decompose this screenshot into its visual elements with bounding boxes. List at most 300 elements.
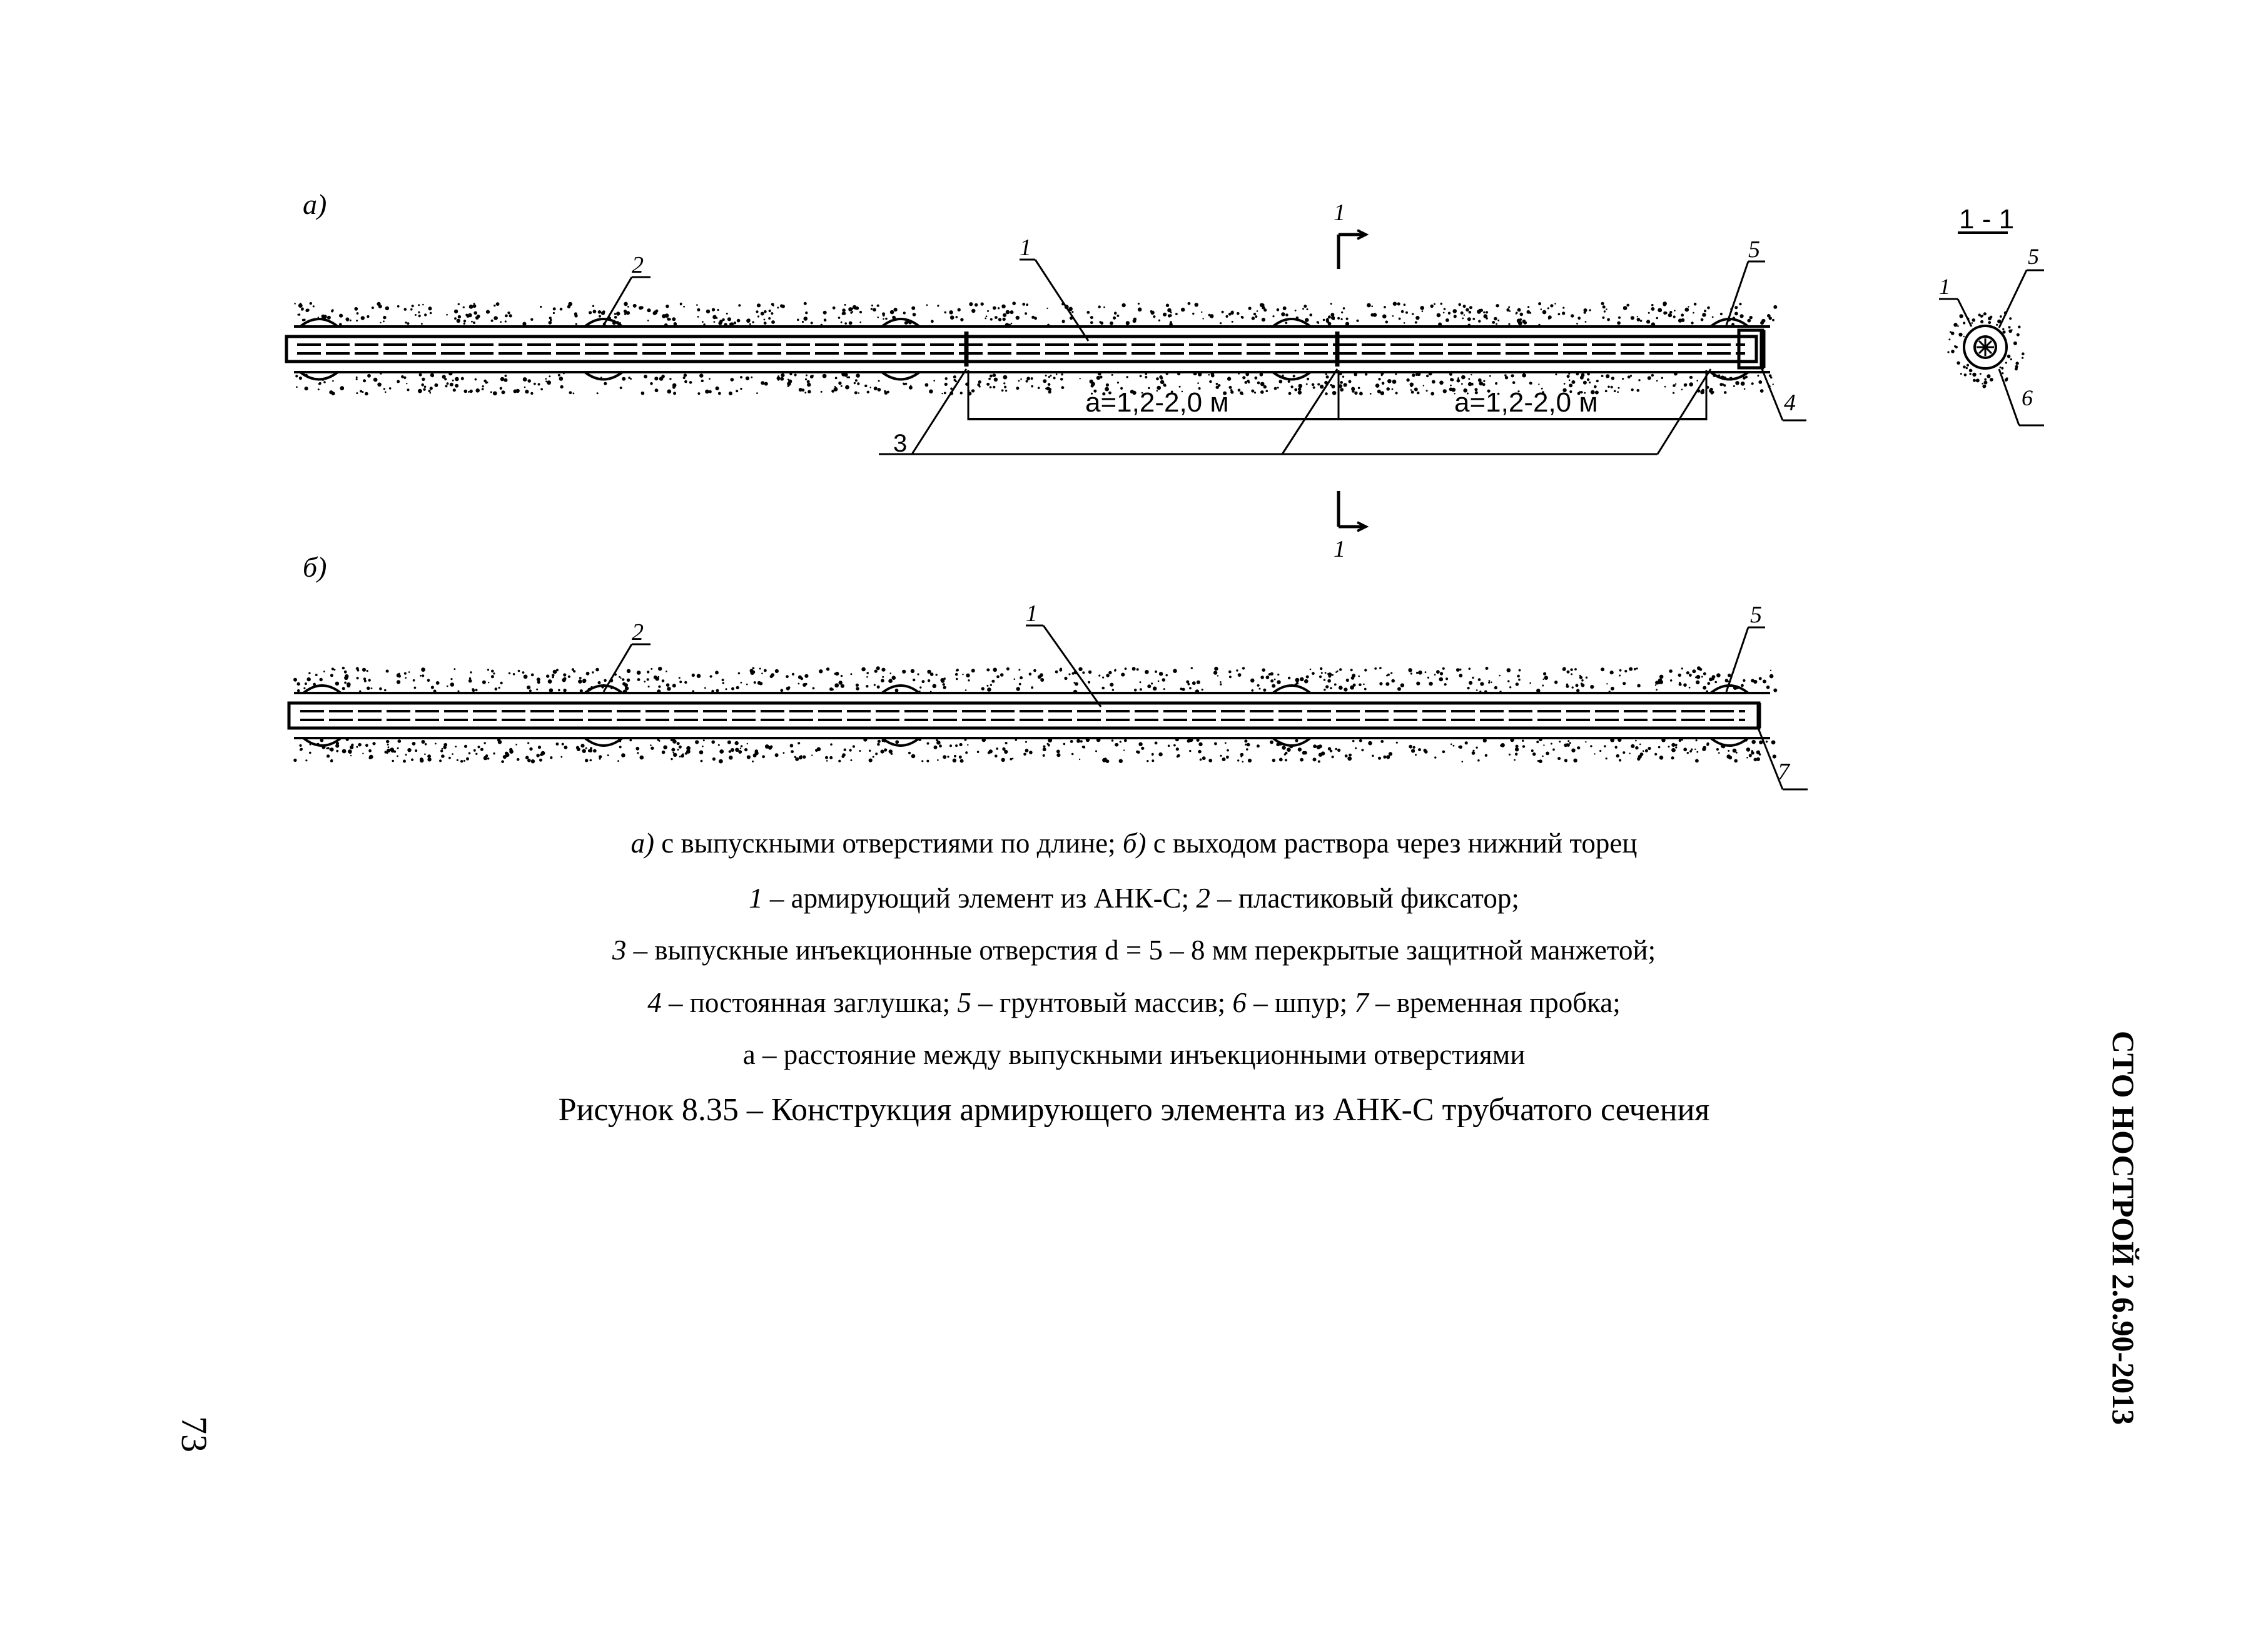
- soil-speck: [504, 378, 508, 382]
- soil-speck: [993, 668, 997, 672]
- soil-speck: [1155, 742, 1158, 745]
- soil-speck: [1668, 746, 1670, 747]
- soil-speck: [1696, 681, 1699, 684]
- soil-speck: [892, 676, 896, 680]
- soil-speck: [834, 386, 836, 387]
- soil-speck: [1090, 316, 1093, 319]
- soil-speck: [859, 321, 861, 323]
- soil-speck: [919, 686, 921, 688]
- soil-speck: [679, 756, 681, 757]
- soil-speck: [575, 323, 577, 325]
- soil-speck: [1499, 675, 1501, 677]
- soil-speck: [800, 755, 802, 757]
- soil-speck: [1479, 382, 1484, 386]
- soil-speck: [1564, 383, 1566, 385]
- soil-speck: [1456, 668, 1460, 672]
- soil-speck: [1681, 313, 1684, 316]
- soil-speck: [731, 748, 734, 752]
- callout-2-a: 2: [632, 252, 644, 278]
- soil-speck: [1648, 747, 1651, 750]
- soil-speck: [293, 759, 296, 762]
- soil-speck: [1696, 380, 1698, 382]
- soil-speck: [926, 760, 929, 762]
- soil-speck: [805, 378, 807, 380]
- soil-speck: [318, 388, 320, 390]
- soil-speck: [491, 675, 494, 678]
- soil-speck: [1488, 682, 1490, 684]
- soil-speck: [1202, 318, 1203, 319]
- legend-num-5: 5: [957, 987, 971, 1018]
- soil-speck: [439, 759, 442, 762]
- soil-speck: [1728, 674, 1731, 677]
- soil-speck: [1238, 389, 1241, 392]
- soil-speck: [524, 675, 528, 679]
- soil-speck: [1277, 308, 1280, 311]
- soil-speck: [1462, 761, 1464, 762]
- soil-speck: [1702, 313, 1706, 316]
- soil-speck: [1480, 682, 1484, 686]
- soil-speck: [971, 389, 975, 392]
- soil-speck: [1304, 305, 1307, 308]
- soil-speck: [1590, 685, 1594, 689]
- soil-speck: [1701, 389, 1704, 392]
- soil-speck: [667, 390, 671, 394]
- soil-speck: [1090, 380, 1093, 383]
- soil-speck: [1329, 675, 1332, 678]
- soil-speck: [1448, 312, 1450, 315]
- soil-speck: [1445, 318, 1449, 322]
- soil-speck: [515, 744, 517, 746]
- soil-speck: [1416, 682, 1420, 686]
- soil-speck: [320, 678, 323, 681]
- soil-speck: [824, 318, 827, 321]
- soil-speck: [749, 323, 751, 325]
- soil-speck: [1461, 375, 1466, 380]
- soil-speck: [644, 681, 645, 682]
- soil-speck: [1443, 389, 1447, 393]
- soil-speck: [1393, 302, 1397, 306]
- soil-speck: [1378, 378, 1380, 380]
- soil-speck: [1155, 671, 1157, 673]
- soil-speck: [482, 385, 484, 387]
- soil-speck: [936, 674, 938, 676]
- soil-speck: [1251, 390, 1254, 393]
- soil-speck: [354, 307, 358, 311]
- soil-speck: [296, 386, 298, 388]
- soil-speck: [1707, 306, 1710, 310]
- soil-speck: [1427, 677, 1429, 679]
- soil-speck: [1695, 759, 1699, 762]
- soil-speck: [672, 752, 674, 754]
- soil-speck: [440, 749, 443, 752]
- soil-speck: [1262, 668, 1265, 672]
- soil-speck: [741, 682, 742, 684]
- soil-speck: [804, 392, 806, 393]
- soil-speck: [726, 313, 728, 315]
- soil-speck: [1976, 378, 1980, 382]
- soil-speck: [1351, 676, 1355, 680]
- soil-speck: [874, 670, 878, 673]
- soil-speck: [1040, 678, 1044, 682]
- soil-speck: [1759, 677, 1762, 680]
- soil-speck: [1707, 682, 1710, 685]
- soil-speck: [797, 742, 800, 744]
- soil-speck: [1383, 756, 1386, 759]
- soil-speck: [1082, 671, 1085, 674]
- soil-speck: [978, 380, 981, 383]
- soil-speck: [1477, 759, 1480, 762]
- soil-speck: [712, 315, 717, 320]
- soil-speck: [1055, 671, 1058, 674]
- soil-speck: [1425, 671, 1427, 673]
- soil-speck: [729, 756, 733, 760]
- soil-speck: [841, 385, 843, 387]
- soil-speck: [1344, 383, 1347, 387]
- soil-speck: [628, 377, 630, 379]
- soil-speck: [1397, 687, 1401, 691]
- soil-speck: [1996, 324, 1998, 326]
- soil-speck: [1000, 673, 1004, 677]
- soil-speck: [1629, 752, 1630, 754]
- soil-speck: [385, 306, 389, 310]
- soil-speck: [1659, 680, 1663, 684]
- soil-speck: [622, 678, 624, 681]
- soil-speck: [944, 392, 946, 395]
- soil-speck: [1237, 759, 1239, 761]
- soil-speck: [356, 377, 358, 378]
- soil-speck: [911, 754, 916, 759]
- soil-speck: [545, 380, 547, 382]
- soil-speck: [569, 391, 572, 394]
- soil-speck: [383, 388, 385, 390]
- soil-speck: [1631, 388, 1634, 391]
- soil-speck: [1450, 385, 1452, 387]
- soil-speck: [1960, 373, 1962, 375]
- soil-speck: [365, 744, 368, 747]
- soil-speck: [806, 375, 807, 377]
- soil-speck: [667, 318, 670, 321]
- soil-speck: [1637, 316, 1638, 317]
- soil-speck: [751, 377, 752, 378]
- soil-speck: [1658, 308, 1662, 312]
- soil-speck: [794, 373, 797, 376]
- soil-speck: [1461, 383, 1463, 385]
- soil-speck: [1454, 315, 1457, 318]
- soil-speck: [697, 308, 700, 311]
- soil-speck: [802, 321, 804, 323]
- soil-speck: [1539, 759, 1542, 763]
- soil-speck: [1100, 376, 1103, 379]
- soil-speck: [1358, 387, 1360, 390]
- soil-speck: [1622, 378, 1624, 380]
- soil-speck: [1379, 667, 1382, 669]
- soil-speck: [1576, 684, 1579, 687]
- soil-speck: [452, 753, 453, 755]
- soil-speck: [1189, 687, 1192, 689]
- soil-speck: [1241, 316, 1243, 318]
- soil-speck: [783, 752, 785, 754]
- soil-speck: [1637, 389, 1640, 392]
- soil-speck: [823, 311, 827, 315]
- soil-speck: [1606, 683, 1607, 684]
- soil-speck: [418, 389, 422, 393]
- soil-speck: [815, 749, 818, 752]
- soil-speck: [1309, 313, 1312, 316]
- soil-speck: [383, 320, 385, 322]
- soil-speck: [673, 753, 677, 757]
- soil-speck: [848, 307, 853, 311]
- soil-speck: [1434, 674, 1436, 676]
- soil-speck: [911, 306, 915, 310]
- soil-speck: [1619, 759, 1621, 761]
- soil-speck: [1412, 373, 1415, 377]
- soil-speck: [1121, 303, 1125, 307]
- soil-speck: [1133, 318, 1137, 321]
- soil-speck: [804, 316, 808, 321]
- soil-speck: [305, 759, 307, 761]
- soil-speck: [422, 304, 424, 306]
- soil-speck: [1483, 311, 1485, 313]
- soil-speck: [735, 741, 739, 745]
- soil-speck: [1173, 744, 1176, 747]
- caption-line-2: [0, 882, 2268, 914]
- soil-speck: [1562, 307, 1564, 309]
- soil-speck: [1063, 743, 1066, 746]
- soil-speck: [518, 670, 520, 672]
- soil-speck: [1453, 745, 1455, 747]
- soil-speck: [1766, 741, 1768, 742]
- soil-speck: [377, 383, 382, 387]
- soil-speck: [841, 684, 844, 688]
- soil-speck: [500, 387, 502, 390]
- soil-speck: [882, 676, 884, 678]
- soil-speck: [431, 686, 434, 689]
- soil-speck: [764, 321, 767, 325]
- soil-speck: [877, 316, 879, 318]
- soil-speck: [831, 390, 834, 393]
- soil-speck: [1332, 756, 1334, 758]
- soil-speck: [1413, 746, 1415, 749]
- soil-speck: [1220, 322, 1222, 324]
- soil-speck: [1623, 306, 1628, 310]
- soil-speck: [811, 754, 813, 756]
- soil-speck: [719, 759, 723, 764]
- soil-speck: [556, 742, 559, 746]
- soil-speck: [423, 388, 425, 391]
- soil-speck: [1567, 671, 1570, 674]
- soil-speck: [1658, 746, 1661, 749]
- soil-speck: [883, 318, 884, 320]
- soil-speck: [498, 740, 502, 744]
- soil-speck: [315, 674, 318, 676]
- soil-speck: [458, 303, 460, 305]
- soil-speck: [1227, 749, 1229, 752]
- soil-speck: [530, 318, 533, 321]
- soil-speck: [1335, 671, 1337, 673]
- soil-speck: [1168, 745, 1170, 747]
- soil-speck: [1371, 305, 1373, 307]
- soil-speck: [1665, 311, 1668, 314]
- leaders-a: [604, 260, 1806, 454]
- soil-speck: [989, 749, 993, 753]
- soil-speck: [509, 749, 514, 754]
- soil-speck: [1522, 745, 1525, 747]
- soil-speck: [633, 304, 637, 308]
- soil-speck: [843, 312, 846, 315]
- soil-speck: [1483, 380, 1485, 382]
- dimension-label-1: a=1,2-2,0 м: [1085, 387, 1229, 418]
- soil-speck: [1691, 749, 1693, 751]
- soil-speck: [347, 684, 350, 687]
- soil-speck: [746, 377, 749, 380]
- soil-speck: [2000, 367, 2002, 368]
- soil-speck: [453, 388, 456, 392]
- soil-speck: [1247, 743, 1250, 747]
- soil-speck: [368, 749, 372, 752]
- soil-speck: [1675, 744, 1678, 746]
- soil-speck: [794, 756, 796, 758]
- soil-speck: [1012, 301, 1016, 305]
- soil-speck: [538, 383, 540, 386]
- soil-speck: [387, 744, 389, 746]
- soil-speck: [1675, 746, 1677, 748]
- soil-speck: [1115, 669, 1116, 671]
- soil-speck: [578, 679, 582, 684]
- soil-speck: [1948, 338, 1950, 340]
- soil-speck: [1317, 321, 1319, 323]
- soil-speck: [1019, 683, 1021, 686]
- soil-speck: [1637, 318, 1641, 321]
- soil-speck: [841, 321, 843, 323]
- standard-designation: СТО НОСТРОЙ 2.6.90-2013: [2106, 1030, 2141, 1425]
- soil-speck: [764, 669, 767, 672]
- soil-speck: [344, 682, 347, 684]
- soil-speck: [397, 305, 400, 308]
- soil-speck: [1536, 741, 1539, 743]
- soil-speck: [1330, 303, 1332, 305]
- soil-speck: [473, 304, 477, 308]
- soil-speck: [684, 380, 687, 383]
- soil-speck: [1293, 375, 1295, 377]
- soil-speck: [446, 314, 448, 316]
- soil-speck: [1169, 314, 1172, 316]
- soil-speck: [844, 322, 847, 325]
- soil-speck: [1464, 315, 1465, 316]
- soil-speck: [718, 392, 721, 395]
- soil-speck: [838, 382, 841, 385]
- soil-speck: [661, 375, 665, 378]
- legend-text-4: – постоянная заглушка;: [661, 987, 958, 1018]
- soil-speck: [1395, 373, 1397, 375]
- soil-speck: [1002, 747, 1005, 751]
- soil-speck: [415, 749, 417, 752]
- soil-speck: [1458, 303, 1461, 306]
- soil-speck: [1374, 667, 1377, 670]
- soil-speck: [772, 305, 774, 306]
- soil-speck: [967, 744, 968, 746]
- soil-speck: [1137, 668, 1139, 671]
- soil-speck: [1951, 350, 1955, 353]
- soil-speck: [780, 689, 783, 692]
- soil-speck: [1543, 744, 1544, 746]
- soil-speck: [1524, 321, 1527, 325]
- soil-speck: [1532, 752, 1536, 756]
- soil-speck: [666, 683, 670, 687]
- soil-speck: [1749, 754, 1752, 757]
- soil-speck: [1500, 744, 1502, 747]
- soil-speck: [780, 377, 784, 381]
- soil-speck: [313, 305, 315, 307]
- soil-speck: [738, 672, 740, 674]
- soil-speck: [771, 312, 773, 315]
- soil-speck: [1640, 320, 1643, 322]
- soil-speck: [1601, 667, 1604, 671]
- soil-speck: [908, 752, 911, 754]
- soil-speck: [846, 377, 848, 378]
- soil-speck: [1671, 743, 1675, 747]
- soil-speck: [1624, 670, 1627, 672]
- soil-speck: [839, 681, 843, 684]
- soil-speck: [592, 671, 594, 673]
- soil-speck: [1432, 380, 1435, 384]
- soil-speck: [1004, 386, 1006, 388]
- soil-speck: [601, 311, 605, 315]
- soil-speck: [1198, 750, 1202, 754]
- soil-speck: [589, 749, 592, 752]
- soil-speck: [1339, 686, 1343, 690]
- soil-speck: [1257, 382, 1260, 385]
- callout-4-a: 4: [1784, 390, 1796, 416]
- soil-speck: [791, 750, 794, 753]
- soil-speck: [777, 375, 779, 377]
- soil-speck: [677, 749, 679, 751]
- soil-speck: [1145, 670, 1149, 674]
- soil-speck: [873, 308, 876, 311]
- soil-speck: [1046, 308, 1048, 309]
- soil-speck: [1426, 375, 1429, 377]
- soil-speck: [427, 679, 430, 682]
- soil-speck: [775, 753, 779, 757]
- soil-speck: [420, 675, 422, 677]
- soil-speck: [564, 677, 567, 681]
- soil-speck: [333, 669, 335, 671]
- soil-speck: [953, 759, 956, 762]
- soil-speck: [1496, 323, 1497, 325]
- soil-speck: [1467, 317, 1471, 321]
- soil-speck: [1379, 682, 1382, 686]
- soil-speck: [1317, 383, 1320, 386]
- soil-speck: [1619, 675, 1621, 677]
- soil-speck: [1186, 681, 1189, 684]
- soil-speck: [1339, 668, 1342, 671]
- soil-speck: [1617, 391, 1619, 393]
- soil-speck: [1716, 673, 1721, 677]
- soil-speck: [2013, 342, 2017, 345]
- soil-speck: [1581, 684, 1585, 687]
- soil-speck: [620, 677, 621, 679]
- soil-speck: [1773, 754, 1776, 758]
- soil-speck: [859, 750, 861, 752]
- soil-speck: [323, 381, 326, 383]
- soil-speck: [2008, 330, 2012, 333]
- soil-speck: [1320, 667, 1322, 670]
- soil-speck: [1469, 681, 1472, 685]
- soil-speck: [790, 744, 794, 747]
- soil-speck: [1494, 686, 1497, 689]
- soil-speck: [1548, 315, 1552, 319]
- soil-speck: [509, 314, 512, 317]
- soil-speck: [835, 377, 838, 380]
